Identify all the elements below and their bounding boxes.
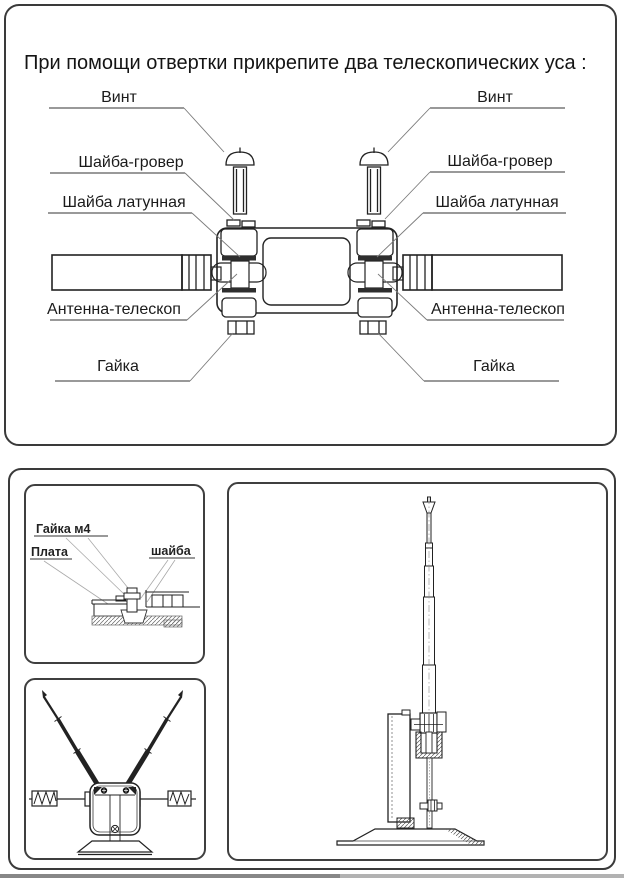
front-view-panel <box>24 678 206 860</box>
cross-section-drawing <box>92 588 200 627</box>
svg-text:Шайба латунная: Шайба латунная <box>435 194 559 211</box>
instruction-title: При помощи отвертки прикрепите два телескопических уса : <box>24 52 587 74</box>
assembled-antenna-front-view <box>26 680 204 858</box>
page-edge-artifact-dark <box>0 874 340 878</box>
label-screw-right <box>388 89 565 152</box>
label-nut-left <box>55 333 233 381</box>
antenna-mount-body <box>212 228 402 317</box>
label-washer <box>149 544 195 558</box>
side-view-drawing <box>337 497 484 845</box>
svg-text:Винт: Винт <box>101 89 137 106</box>
label-plate <box>30 545 72 559</box>
views-panel <box>8 468 616 870</box>
label-antenna-left <box>47 274 237 320</box>
nut-right-drawing <box>360 321 386 334</box>
side-view-panel <box>227 482 608 861</box>
svg-text:Гайка: Гайка <box>97 358 139 375</box>
antenna-left-drawing <box>52 255 221 290</box>
assembled-antenna-side-view <box>229 484 606 859</box>
antenna-right-drawing <box>393 255 562 290</box>
svg-text:Винт: Винт <box>477 89 513 106</box>
detail-labels <box>30 522 195 559</box>
label-nut-m4 <box>34 522 108 536</box>
exploded-view-panel <box>4 4 617 446</box>
svg-text:Шайба-гровер: Шайба-гровер <box>78 154 184 171</box>
fastening-detail-panel <box>24 484 205 664</box>
exploded-view-diagram <box>6 6 615 444</box>
svg-text:Антенна-телескоп: Антенна-телескоп <box>431 301 565 318</box>
page-edge-artifact-light <box>340 874 624 878</box>
label-brass-washer-left <box>48 194 240 257</box>
front-view-drawing <box>29 690 196 855</box>
label-screw-left <box>49 89 224 152</box>
svg-text:Гайка: Гайка <box>473 358 515 375</box>
label-nut-right <box>378 333 559 381</box>
part-labels <box>47 89 566 381</box>
svg-text:Антенна-телескоп: Антенна-телескоп <box>47 301 181 318</box>
svg-text:Плата: Плата <box>31 545 68 559</box>
screw-left-drawing <box>226 148 255 228</box>
label-brass-washer-right <box>377 194 566 257</box>
svg-text:шайба: шайба <box>151 544 191 558</box>
screw-right-drawing <box>357 148 388 228</box>
nut-left-drawing <box>228 321 254 334</box>
fastening-cross-section-diagram <box>26 486 203 662</box>
svg-text:Гайка м4: Гайка м4 <box>36 522 91 536</box>
svg-text:Шайба латунная: Шайба латунная <box>62 194 186 211</box>
svg-text:Шайба-гровер: Шайба-гровер <box>447 153 553 170</box>
label-antenna-right <box>378 274 565 320</box>
